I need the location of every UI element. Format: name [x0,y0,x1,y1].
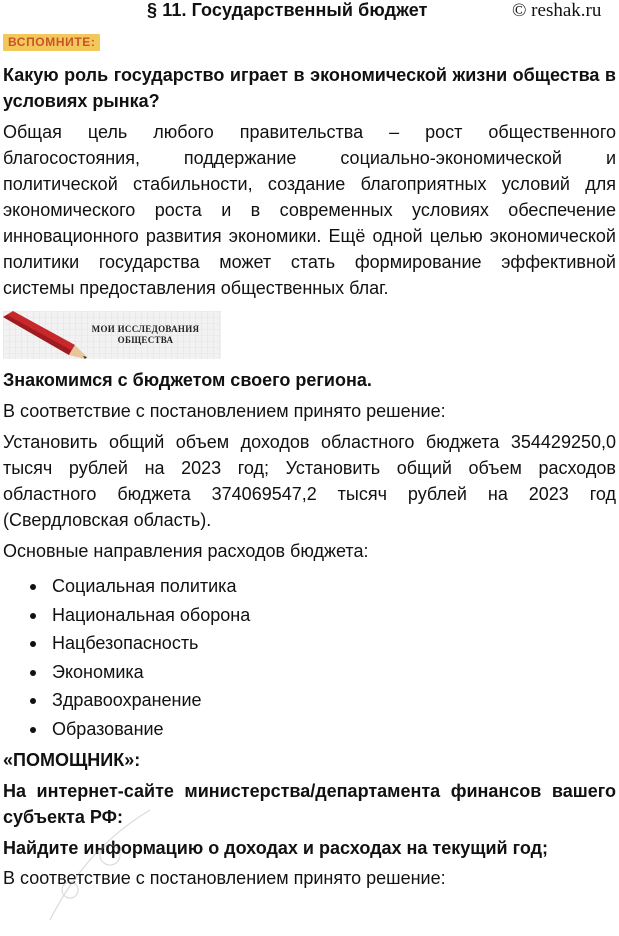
bullet-icon [30,727,36,733]
decision-text: Установить общий объем доходов областного бюджета 354429250,0 тысяч рублей на 2023 год; Установить общий объем расходов областного бюджета 374069547,2 тысяч рублей на 2023 год (Свердловская область). [3,432,616,530]
list-item [3,686,616,715]
list-item-label: Нацбезопасность [52,633,199,653]
main-content [3,62,616,891]
bullet-icon [30,584,36,590]
list-item-label: Образование [52,718,164,739]
expenses-list [3,572,616,743]
list-item [3,715,616,744]
list-item-label: Национальная оборона [52,604,251,625]
list-item-label: Экономика [52,661,144,682]
remember-badge: ВСПОМНИТЕ: [3,34,100,51]
answer-paragraph: Общая цель любого правительства – рост общественного благосостояния, поддержание социально-экономической и политической стабильности, создание благоприятных условий для экономического роста и в современных условиях обеспечение инновационного развития экономики. Ещё одной целью экономической политики государства может стать формирование эффективной системы предоставления общественных благ. [3,122,616,298]
site-watermark-label: © reshak.ru [512,0,602,21]
section-heading: Знакомимся с бюджетом своего региона. [3,370,372,390]
list-item [3,601,616,630]
decision-intro: В соответствие с постановлением принято решение: [3,401,446,421]
question-heading: Какую роль государство играет в экономической жизни общества в условиях рынка? [3,65,616,111]
bullet-icon [30,670,36,676]
helper-heading: «ПОМОЩНИК»: [3,750,141,770]
bullet-icon [30,698,36,704]
banner-caption-line2: ОБЩЕСТВА [117,335,174,345]
page-title: § 11. Государственный бюджет [147,0,428,20]
research-banner [3,311,221,359]
banner-caption [73,324,218,346]
expenses-intro: Основные направления расходов бюджета: [3,541,369,561]
page-header [0,0,619,26]
bullet-icon [30,613,36,619]
helper-task-2: Найдите информацию о доходах и расходах на текущий год; [3,838,549,858]
list-item [3,629,616,658]
list-item-label: Социальная политика [52,576,237,596]
list-item [3,572,616,601]
banner-caption-line1: МОИ ИССЛЕДОВАНИЯ [91,324,200,334]
list-item [3,658,616,687]
bullet-icon [30,641,36,647]
helper-task-1: На интернет-сайте министерства/департамента финансов вашего субъекта РФ: [3,781,616,827]
decision-intro-2: В соответствие с постановлением принято решение: [3,868,446,888]
list-item-label: Здравоохранение [52,690,202,710]
